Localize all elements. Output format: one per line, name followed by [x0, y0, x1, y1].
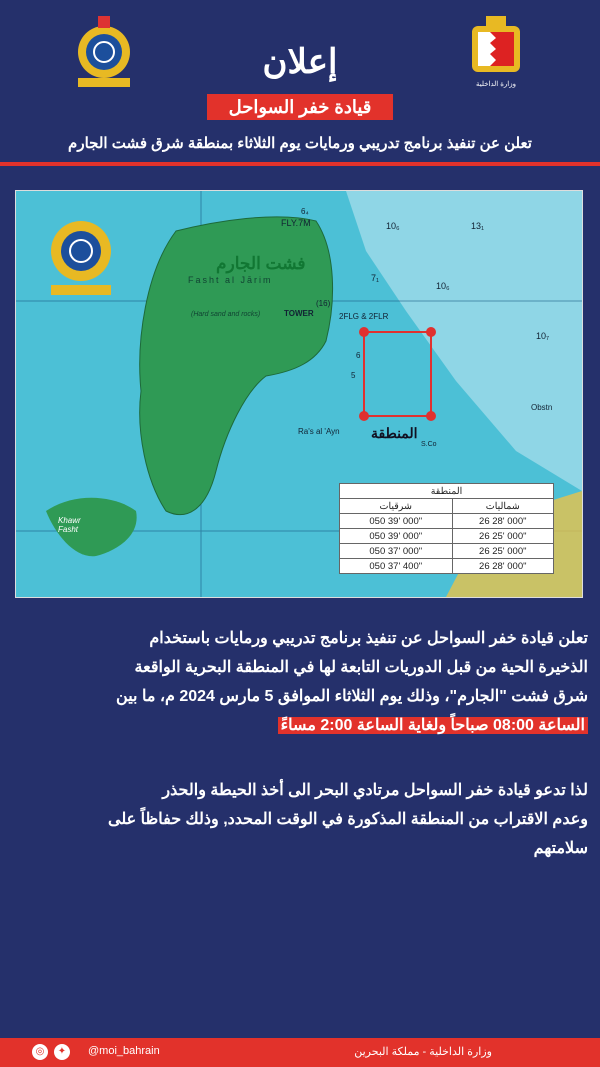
zone-coordinates-table [339, 483, 554, 574]
cell: 050 39' 000" [340, 514, 453, 529]
map-label-island-ar: فشت الجارم [216, 254, 306, 273]
cell: 26 25' 000" [452, 544, 553, 559]
map-label-point: Ra's al 'Ayn [298, 427, 340, 436]
map-label-lights: 2FLG & 2FLR [339, 312, 389, 321]
cell: 26 25' 000" [452, 529, 553, 544]
cell: 050 37' 000" [340, 544, 453, 559]
body-line: وعدم الاقتراب من المنطقة المذكورة في الوقت المحدد, وذلك حفاظاً على [108, 811, 588, 828]
svg-text:وزارة الداخلية: وزارة الداخلية [476, 81, 516, 88]
time-highlight: الساعة 08:00 صباحاً ولغاية الساعة 2:00 مساءً [278, 717, 588, 734]
col-north: شماليات [452, 499, 553, 514]
table-row [340, 559, 554, 574]
map-label-tower: TOWER [284, 309, 314, 318]
map-label-light: FLY.7M [281, 218, 311, 228]
depth-label: 6₄ [301, 207, 309, 216]
nautical-map [15, 190, 583, 598]
cell: 26 28' 000" [452, 514, 553, 529]
map-label-obstruction: Obstn [531, 403, 553, 412]
cell: 26 28' 000" [452, 559, 553, 574]
map-label-island-en: Fasht al Jārim [188, 275, 273, 285]
divider [0, 162, 600, 166]
body-line: لذا تدعو قيادة خفر السواحل مرتادي البحر الى أخذ الحيطة والحذر [162, 782, 588, 799]
table-row [340, 544, 554, 559]
announcement-body [12, 624, 588, 863]
depth-label: 5 [351, 371, 356, 380]
col-east: شرقيات [340, 499, 453, 514]
body-line: سلامتهم [533, 840, 588, 857]
map-label-tower-height: (16) [316, 299, 331, 308]
body-line: شرق فشت "الجارم"، وذلك يوم الثلاثاء الموافق 5 مارس 2024 م، ما بين [116, 688, 588, 705]
cell: 050 37' 400" [340, 559, 453, 574]
footer [0, 1038, 600, 1067]
social-handle[interactable]: @moi_bahrain [88, 1045, 160, 1057]
depth-label: 13₁ [471, 221, 485, 231]
body-line: تعلن قيادة خفر السواحل عن تنفيذ برنامج تدريبي ورمايات باستخدام [149, 630, 588, 647]
zone-corner [359, 327, 369, 337]
depth-label: 7₁ [371, 273, 380, 283]
cell: 050 39' 000" [340, 529, 453, 544]
page-title: إعلان [262, 43, 338, 81]
depth-label: S.Co [421, 441, 437, 448]
map-label-small-island: Khawr Fasht [58, 516, 81, 534]
depth-label: 10₇ [536, 331, 550, 341]
ministry-name: وزارة الداخلية - مملكة البحرين [354, 1046, 492, 1058]
table-row [340, 529, 554, 544]
depth-label: 10₆ [386, 221, 400, 231]
map-label-zone: المنطقة [371, 425, 418, 441]
instagram-icon[interactable]: ◎ [32, 1044, 48, 1060]
announcement-subtitle: تعلن عن تنفيذ برنامج تدريبي ورمايات يوم الثلاثاء بمنطقة شرق فشت الجارم [68, 135, 532, 152]
table-title: المنطقة [340, 484, 554, 499]
table-row [340, 514, 554, 529]
twitter-icon[interactable]: ✦ [54, 1044, 70, 1060]
depth-label: 10₆ [436, 281, 450, 291]
authority-badge: قيادة خفر السواحل [207, 94, 393, 120]
depth-label: 6 [356, 351, 361, 360]
body-line: الذخيرة الحية من قبل الدوريات التابعة لها في المنطقة البحرية الواقعة [134, 659, 588, 676]
map-label-note: (Hard sand and rocks) [191, 311, 261, 318]
